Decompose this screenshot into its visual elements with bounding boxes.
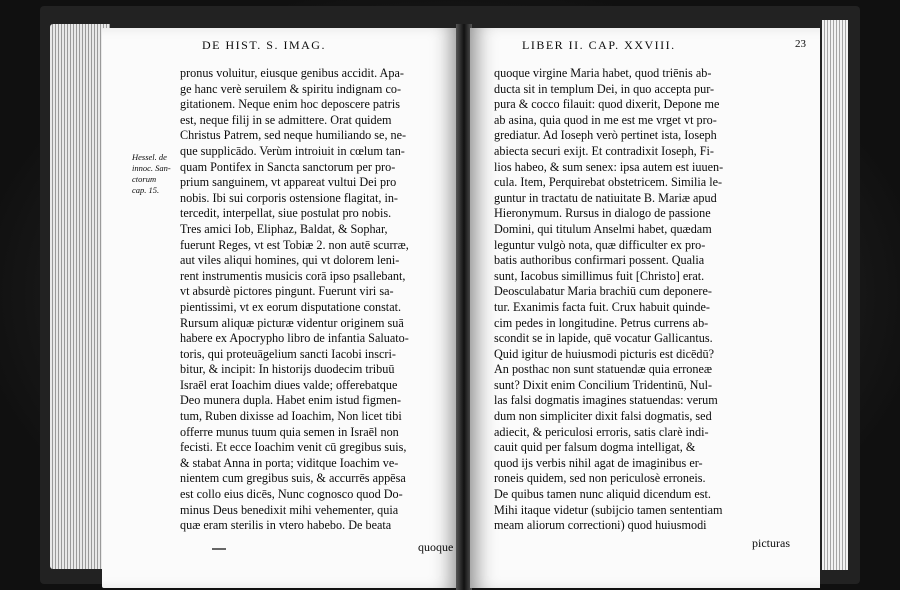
text-line: toris, qui proteuāgelium sancti Iacobi inscri- bbox=[180, 346, 396, 361]
text-line: sunt? Dixit enim Concilium Tridentinū, Nul- bbox=[494, 377, 713, 392]
running-head-left: DE HIST. S. IMAG. bbox=[202, 38, 326, 52]
text-line: Deo munera dupla. Habet enim istud figmen- bbox=[180, 393, 402, 408]
margin-note-line: ctorum bbox=[132, 174, 157, 184]
text-line: que supplicādo. Verùm introiuit in cœlum tan- bbox=[180, 143, 405, 158]
text-line: Tres amici Iob, Eliphaz, Baldat, & Sophar, bbox=[180, 221, 388, 236]
text-line: lios habeo, & sum senex: ipsa autem est iuuen- bbox=[494, 159, 724, 174]
catchword-left: quoque bbox=[418, 540, 454, 554]
text-line: Rursum aliquæ picturæ videntur originem suā bbox=[180, 315, 404, 330]
text-line: cim pedes in longitudine. Petrus currens ab- bbox=[494, 315, 709, 330]
left-page bbox=[102, 28, 458, 588]
text-line: tum, Ruben dixisse ad Ioachim, Non licet tibi bbox=[180, 409, 402, 424]
page-number: 23 bbox=[795, 38, 806, 50]
text-line: quod ijs verbis nihil agat de imaginibus er- bbox=[494, 455, 703, 470]
right-body-text bbox=[494, 66, 723, 534]
text-line: guntur in tractatu de natiuitate B. Mariæ apud bbox=[494, 190, 717, 205]
text-line: An posthac non sunt statuendæ quia erroneæ bbox=[494, 362, 712, 377]
text-line: offerre munus tuum quia semen in Israēl non bbox=[180, 424, 399, 439]
text-line: quam Pontifex in Sancta sanctorum per pro- bbox=[180, 159, 396, 174]
text-line: habere ex Apocrypho libro de infantia Saluato- bbox=[180, 331, 409, 346]
margin-note-line: Hessel. de bbox=[132, 152, 167, 162]
text-line: & stabat Anna in porta; viditque Ioachim ve- bbox=[180, 455, 399, 470]
text-line: est collo eius dicēs, Nunc cognosco quod Do- bbox=[180, 487, 403, 502]
text-line: meam aliorum correctioni) quod huiusmodi bbox=[494, 518, 707, 533]
text-line: Domini, qui titulum Anselmi habet, quædam bbox=[494, 221, 712, 236]
text-line: leguntur vulgò nota, quæ difficulter ex pro- bbox=[494, 237, 706, 252]
text-line: scondit se in lapide, quē vocatur Gallicantus. bbox=[494, 331, 713, 346]
text-line: Christus Patrem, sed neque humiliando se, ne- bbox=[180, 128, 407, 143]
page-edges-right bbox=[822, 20, 848, 570]
text-line: tur. Exanimis facta fuit. Crux habuit quinde- bbox=[494, 299, 710, 314]
text-line: tercedit, interpellat, siue postulat pro nobis. bbox=[180, 206, 392, 221]
text-line: fecisti. Et ecce Ioachim venit cū gregibus suis, bbox=[180, 440, 407, 455]
text-line: nobis. Ibi sui corporis ostensione flagitat, in- bbox=[180, 190, 398, 205]
margin-note bbox=[132, 152, 171, 196]
margin-note-line: innoc. San- bbox=[132, 163, 171, 173]
text-line: Israēl erat Ioachim diues valde; offerebatque bbox=[180, 377, 398, 392]
text-line: Mihi itaque videtur (subijcio tamen sententiam bbox=[494, 502, 723, 517]
margin-note-line: cap. 15. bbox=[132, 185, 160, 195]
text-line: fuerunt Reges, vt est Tobiæ 2. non autē scurræ, bbox=[180, 237, 409, 252]
text-line: abiecta securi exijt. Et contradixit Ioseph, Fi- bbox=[494, 143, 714, 158]
text-line: De quibus tamen nunc aliquid dicendum est. bbox=[494, 487, 711, 502]
text-line: adiecit, & periculosi erroris, satis clarè indi- bbox=[494, 424, 709, 439]
text-line: quæ eram sterilis in vtero habebo. De beata bbox=[180, 518, 392, 533]
text-line: pientissimi, vt ex eorum disputatione constat. bbox=[180, 299, 402, 314]
text-line: sunt, Iacobus simillimus fuit [Christo] erat. bbox=[494, 268, 705, 283]
text-line: minus Deus benedixit mihi vehementer, quia bbox=[180, 502, 399, 517]
open-book bbox=[40, 6, 860, 584]
text-line: cauit quid per falsum dogma intelligat, & bbox=[494, 440, 696, 455]
text-line: pronus voluitur, eiusque genibus accidit. Apa- bbox=[180, 66, 404, 80]
text-line: roneis quidem, sed non periculosè erroneis. bbox=[494, 471, 706, 486]
text-line: prium sanguinem, vt appareat vultui Dei pro bbox=[180, 175, 397, 190]
text-line: quoque virgine Maria habet, quod triēnis ab- bbox=[494, 66, 712, 80]
text-line: cula. Item, Perquirebat obstetricem. Similia le- bbox=[494, 175, 723, 190]
text-line: batis authoribus confirmari possent. Qualia bbox=[494, 253, 705, 268]
text-line: est, neque filij in se admittere. Orat quidem bbox=[180, 112, 392, 127]
text-line: gitationem. Neque enim hoc deposcere patris bbox=[180, 97, 400, 112]
page-edges-left bbox=[50, 24, 110, 569]
catchword-right: picturas bbox=[752, 536, 790, 550]
text-line: aut viles aliqui homines, qui vt dolorem leni- bbox=[180, 253, 400, 268]
text-line: Deosculabatur Maria brachiū cum deponere- bbox=[494, 284, 712, 299]
right-page bbox=[470, 28, 820, 588]
text-line: Quid igitur de huiusmodi picturis est dicēdū? bbox=[494, 346, 715, 361]
text-line: nientem cum gregibus suis, & accurrēs appēsa bbox=[180, 471, 406, 486]
text-line: rent instrumentis musicis corā ipso psallebant, bbox=[180, 268, 406, 283]
left-body-text bbox=[180, 66, 409, 534]
running-head-right: LIBER II. CAP. XXVIII. bbox=[522, 38, 676, 52]
text-line: grediatur. Ad Ioseph verò pertinet ista, Ioseph bbox=[494, 128, 717, 143]
text-line: vt absurdè pictores pingunt. Fuerunt viri sa- bbox=[180, 284, 394, 299]
text-line: ducta sit in templum Dei, in quo accepta pur- bbox=[494, 81, 715, 96]
text-line: dum non simpliciter dixit falsi dogmatis, sed bbox=[494, 409, 712, 424]
text-line: pura & cocco filauit: quod dixerit, Depone me bbox=[494, 97, 720, 112]
ink-smudge bbox=[212, 548, 226, 550]
text-line: ab asina, quia quod in me est me vrget vt pro- bbox=[494, 112, 717, 127]
text-line: bitur, & incipit: In historijs duodecim tribuū bbox=[180, 362, 395, 377]
text-line: Hieronymum. Rursus in dialogo de passione bbox=[494, 206, 711, 221]
text-line: ge hanc verè seruilem & spiritu indignam co- bbox=[180, 81, 401, 96]
text-line: las falsi dogmatis imagines statuendas: verum bbox=[494, 393, 718, 408]
